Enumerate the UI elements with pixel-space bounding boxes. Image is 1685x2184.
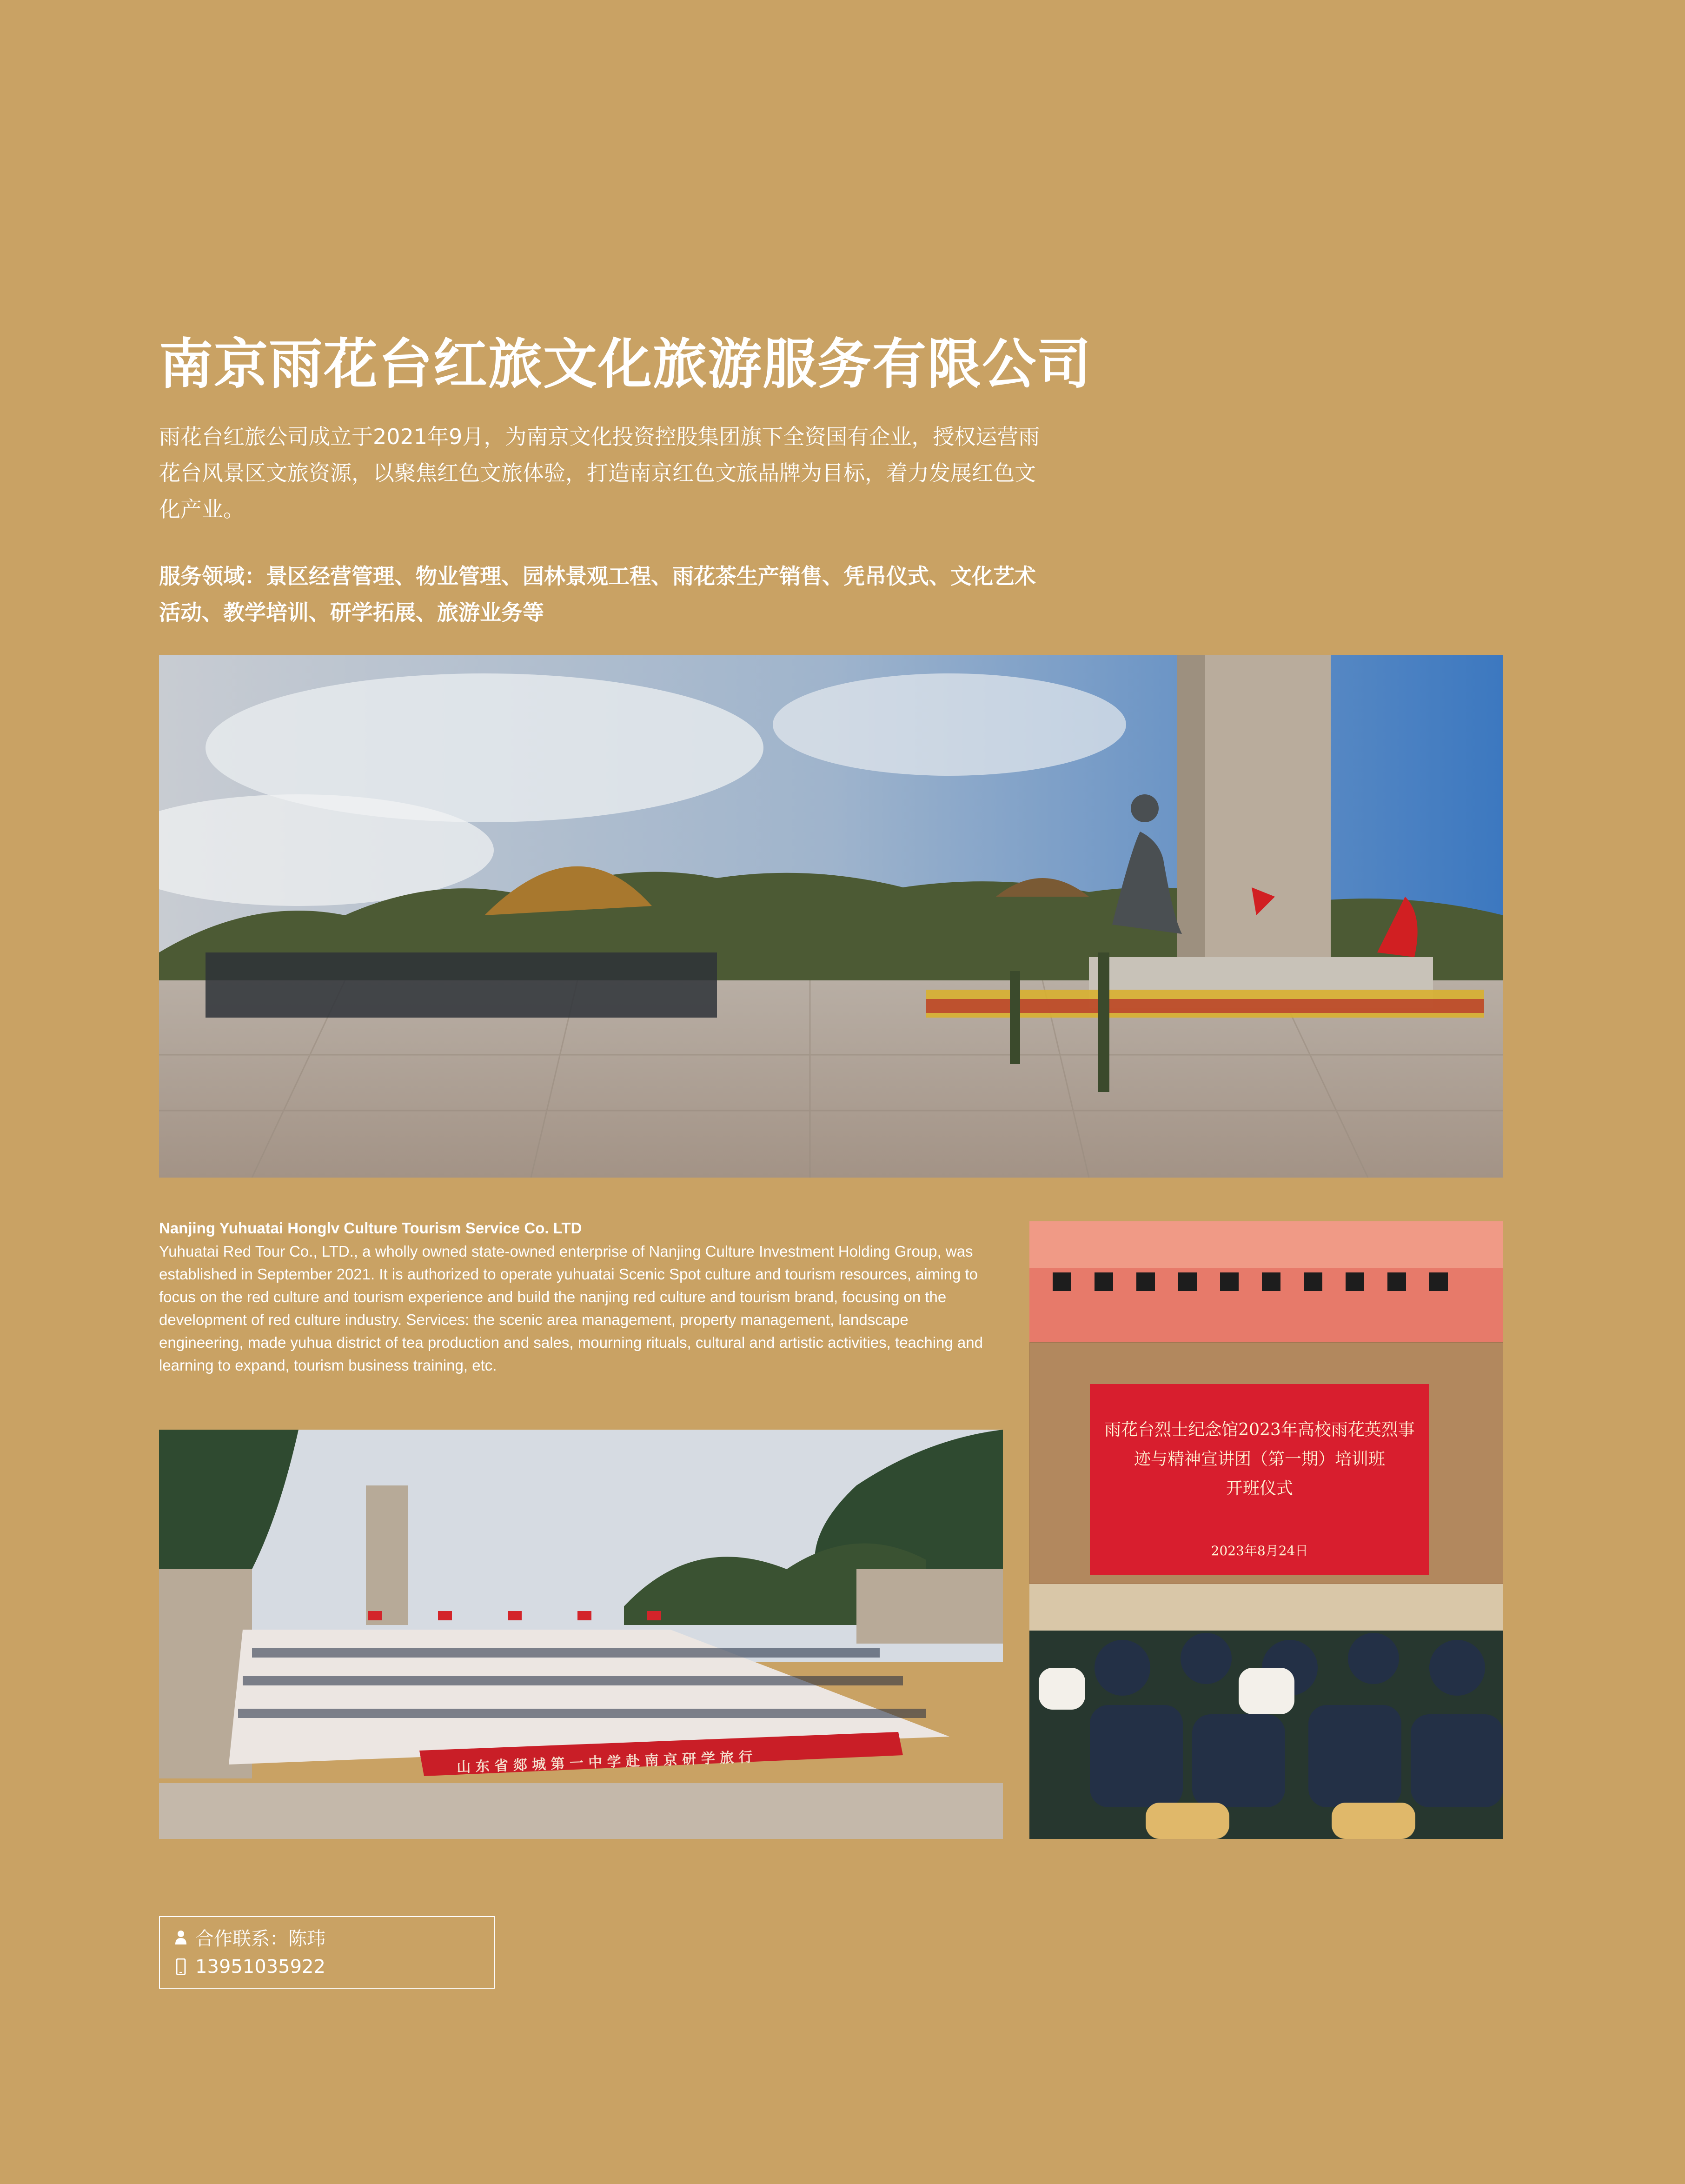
company-title: 南京雨花台红旅文化旅游服务有限公司 [159,333,1092,396]
screen-title-line3: 开班仪式 [1226,1479,1293,1498]
person-icon [173,1928,189,1946]
contact-box [159,1916,495,1989]
screen-title-line2: 迹与精神宣讲团（第一期）培训班 [1134,1450,1385,1469]
screen-date: 2023年8月24日 [1211,1543,1308,1558]
contact-phone-row [173,1955,325,1978]
photo-student-group [159,1430,1003,1839]
photo-monument-ceremony [159,655,1503,1178]
screen-title-line1: 雨花台烈士纪念馆2023年高校雨花英烈事 [1104,1420,1415,1439]
english-description: Yuhuatai Red Tour Co., LTD., a wholly owned state-owned enterprise of Nanjing Culture Investment Holding Group, was established in September 2021. It is authorized to operate yuhuatai Scenic Spot culture and tourism resources, aiming to focus on the red culture and tourism experience and build the nanjing red culture and tourism brand, focusing on the development of red culture industry. Services: the scenic area management, property management, landscape engineering, made yuhua district of tea production and sales, mourning rituals, cultural and artistic activities, teaching and learning to expand, tourism business training, etc. [159,1243,983,1374]
service-areas: 服务领域：景区经营管理、物业管理、园林景观工程、雨花茶生产销售、凭吊仪式、文化艺术活动、教学培训、研学拓展、旅游业务等 [159,564,1036,625]
photo-training-class [1029,1221,1503,1839]
company-intro: 雨花台红旅公司成立于2021年9月，为南京文化投资控股集团旗下全资国有企业，授权运营雨花台风景区文旅资源，以聚焦红色文旅体验，打造南京红色文旅品牌为目标，着力发展红色文化产业。 [159,424,1040,522]
contact-person-row [173,1925,325,1949]
student-banner-text: 山 东 省 郯 城 第 一 中 学 赴 南 京 研 学 旅 行 [456,1749,753,1776]
contact-person: 合作联系：陈玮 [195,1928,325,1950]
contact-phone[interactable]: 13951035922 [195,1956,325,1978]
english-title: Nanjing Yuhuatai Honglv Culture Tourism Service Co. LTD [159,1219,582,1237]
phone-icon [173,1958,189,1976]
